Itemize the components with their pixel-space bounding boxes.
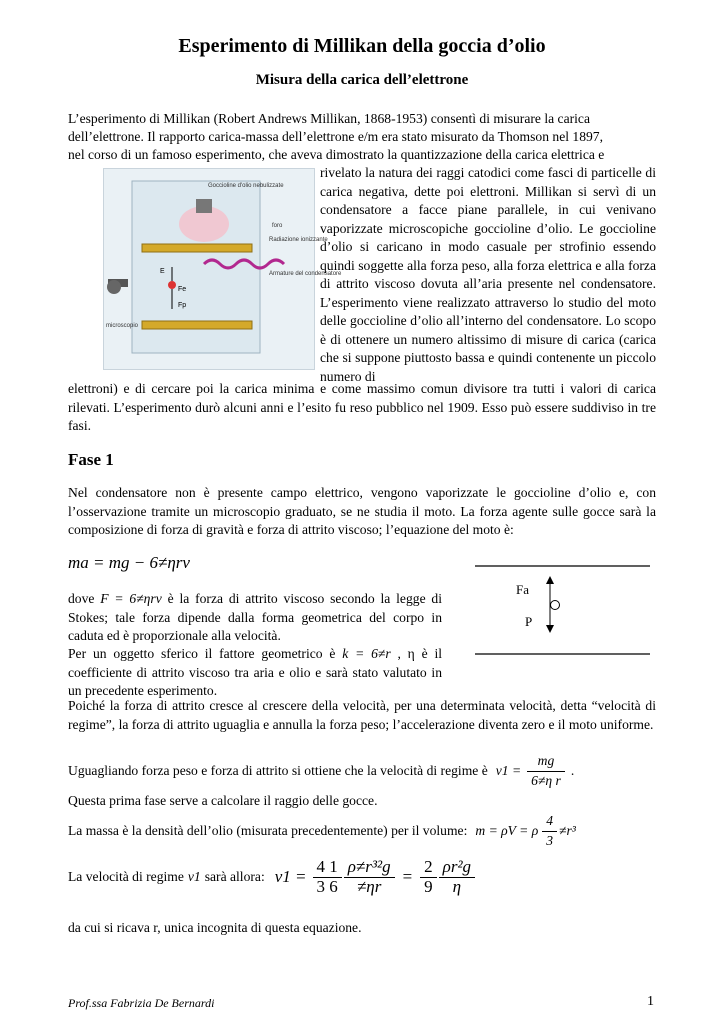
label-droplets: Goccioline d'olio nebulizzate (208, 183, 284, 189)
intro-tail: elettroni) e di cercare poi la carica minima e come massimo comun divisore tra tutti i valori di carica rilevati. L’esperimento durò alcuni anni e l’esito fu reso pubblico nel 1909. Esso può essere suddiviso in tre fasi. (68, 381, 656, 433)
final-frac-2: $\frac{\text{ρ≠r³²g}}{\ne\eta r}$ (344, 858, 395, 896)
bottom-plate (142, 321, 252, 329)
millikan-apparatus-figure (103, 168, 342, 370)
label-microscope: microscopio (106, 323, 139, 329)
droplet-circle (551, 601, 560, 610)
atomizer-nozzle (196, 199, 212, 213)
final-frac-3: $\frac{2}{9}$ (420, 858, 437, 896)
intro-right-block: rivelato la natura dei raggi catodici come fasci di particelle di carica negativa, dette poi elettroni. Millikan si servì di un condensatore a facce piane parallele, in cui venivano vaporizzate microscopiche goccioline d’olio. Le goccioline d’olio si caricano in modo casuale per strofinio essendo quindi soggette alla forza peso, alla forza elettrica e alla forza di attrito viscoso dovuta all’aria presente nel condensatore. L’esperimento viene realizzato attraverso lo studio del moto delle goccioline d’olio all’interno del condensatore. Lo scopo è di ottenere un numero altissimo di misure di carica (carica che si suppone piuttosto bassa e quindi contenente un piccolo numero di (320, 165, 656, 384)
v1-label: v1 = (495, 762, 522, 778)
arrow-down-head (546, 625, 554, 633)
intro-line-2: dell’elettrone. Il rapporto carica-massa dell’elettrone e/m era stato misurato da Thomson nel 1897, (68, 129, 604, 144)
label-radiation: Radiazione ionizzante (269, 237, 328, 243)
label-e: E (160, 268, 165, 275)
fase1-paragraph-2: Poiché la forza di attrito cresce al crescere della velocità, per una determinata velocità, detta “velocità di regime”, la forza di attrito uguaglia e annulla la forza peso; l’accelerazione diventa zero e il moto uniforme. (68, 698, 656, 732)
page-subtitle: Misura della carica dell’elettrone (255, 72, 469, 88)
label-fe: Fe (178, 286, 187, 293)
force-label-p: P (525, 614, 533, 629)
mass-fraction: $\frac{4}{3}$ (542, 812, 557, 850)
mass-tail: ≠r³ (559, 822, 576, 838)
equation-motion: ma = mg − 6≠ηrv (68, 553, 190, 572)
forces-diagram (470, 558, 655, 658)
final-frac-1: $\frac{4 1}{3 6}$ (313, 858, 342, 896)
mass-paragraph: La massa è la densità dell’olio (misurata precedentemente) per il volume: m = ρV = ρ $\frac{4}{3}$ ≠r³ (68, 812, 656, 850)
microscope-eyepiece (107, 280, 121, 294)
stokes-formula: F = 6≠ηrv (100, 591, 162, 606)
final-speed-paragraph: La velocità di regime v1 sarà allora: v1 = $\frac{4 1}{3 6}$ $\frac{\text{ρ≠r³²g}}{\ne\eta r}$ = $\frac{2}{9}$ $\frac{\text{ρr²g}}{\eta}$ (68, 858, 656, 896)
apparatus-illustration (104, 169, 342, 369)
intro-line-3: nel corso di un famoso esperimento, che aveva dimostrato la quantizzazione della carica elettrica e (68, 147, 605, 162)
intro-line-1: L’esperimento di Millikan (Robert Andrews Millikan, 1868-1953) consentì di misurare la carica (68, 111, 590, 126)
stokes-paragraph: dove F = 6≠ηrv è la forza di attrito viscoso secondo la legge di Stokes; tale forza dipende dalla forma geometrica del corpo in caduta ed è proporzionale alla velocità. (68, 591, 442, 643)
fase1-paragraph-7: da cui si ricava r, unica incognita di questa equazione. (68, 920, 362, 935)
final-lhs: v1 = (274, 866, 307, 886)
arrow-up-head (546, 576, 554, 584)
label-plates: Armature del condensatore (269, 271, 342, 277)
page-number: 1 (647, 994, 654, 1009)
force-label-fa: Fa (516, 582, 529, 597)
geometric-factor-paragraph: Per un oggetto sferico il fattore geometrico è k = 6≠r , η è il coefficiente di attrito viscoso tra aria e olio e sarà stato valutato in un precedente esperimento. (68, 646, 442, 698)
label-hole: foro (272, 223, 283, 229)
footer-author: Prof.ssa Fabrizia De Bernardi (68, 996, 215, 1010)
fase1-paragraph-4: Questa prima fase serve a calcolare il raggio delle gocce. (68, 793, 378, 808)
fase1-paragraph-1: Nel condensatore non è presente campo elettrico, vengono vaporizzate le goccioline d’olio e, con l’osservazione tramite un microscopio graduato, se ne studia il moto. La forza agente sulle gocce sarà la composizione di forza di gravità e forza di attrito viscoso; l’equazione del moto è: (68, 485, 656, 537)
top-plate (142, 244, 252, 252)
mass-formula: m = ρV = ρ (475, 822, 539, 838)
k-formula: k = 6≠r (342, 646, 391, 661)
v1-fraction: $\frac{mg}{\text{6≠η r}}$ (527, 752, 565, 790)
section-heading-fase-1: Fase 1 (68, 450, 114, 469)
regime-speed-paragraph: Uguagliando forza peso e forza di attrito si ottiene che la velocità di regime è v1 = $\frac{mg}{\text{6≠η r}}$ . (68, 752, 656, 790)
page-title: Esperimento di Millikan della goccia d’olio (178, 35, 546, 57)
final-frac-4: $\frac{\text{ρr²g}}{\eta}$ (439, 858, 475, 896)
oil-droplet (168, 281, 176, 289)
label-fp: Fp (178, 302, 187, 309)
